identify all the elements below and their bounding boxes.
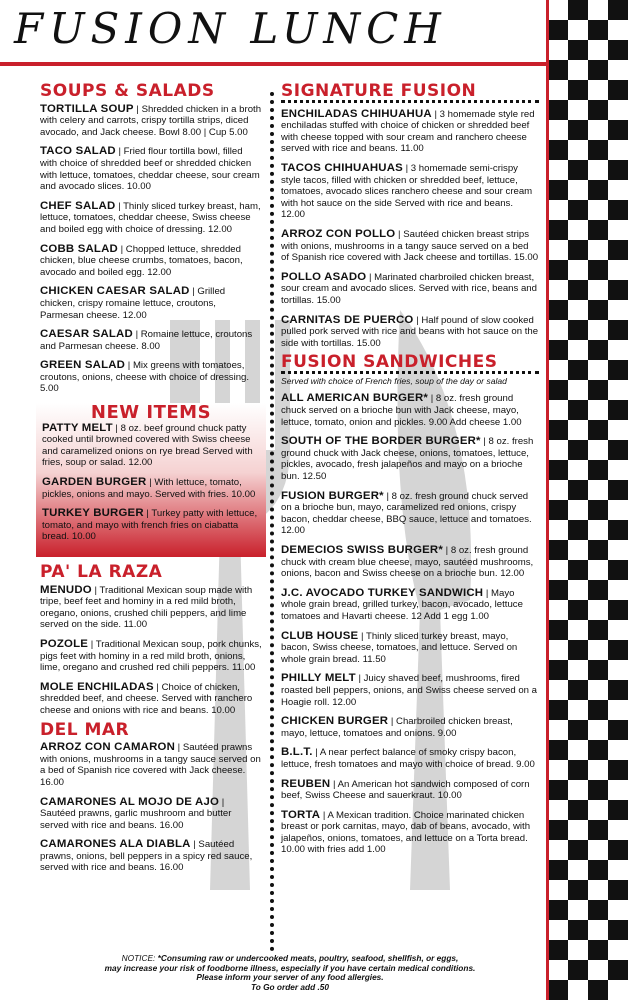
menu-item-description: 8 oz. fresh ground chuck served on a brioche bun, mayo, caramelized red onions, crispy bacon, cheddar cheese, BBQ sauce, lettuce and tomatoes. 12.00 — [281, 490, 532, 537]
section-heading-signature-fusion: SIGNATURE FUSION — [281, 86, 539, 103]
menu-item — [281, 272, 539, 307]
left-column — [40, 81, 262, 882]
separator: | — [383, 490, 392, 502]
section-heading-new-items: NEW ITEMS — [90, 402, 212, 424]
separator: | — [395, 228, 404, 240]
menu-item — [40, 839, 262, 874]
separator: | — [115, 146, 124, 158]
menu-item-name: DEMECIOS SWISS BURGER* — [281, 544, 443, 556]
separator: | — [175, 742, 183, 754]
separator: | — [91, 584, 100, 596]
separator: | — [112, 422, 121, 434]
menu-item-name: CLUB HOUSE — [281, 629, 359, 642]
separator: | — [413, 314, 422, 326]
menu-item-name: CAMARONES ALA DIABLA — [40, 838, 191, 851]
separator: | — [189, 286, 198, 298]
menu-item-description: Mix greens with tomatoes, croutons, onions, cheese with choice of dressing. 5.00 — [40, 360, 250, 395]
pa-la-raza-list — [40, 585, 262, 717]
menu-item — [281, 779, 539, 802]
menu-item — [40, 286, 262, 321]
separator: | — [358, 630, 366, 642]
separator: | — [190, 839, 199, 851]
del-mar-list — [40, 742, 262, 874]
menu-item-name: GREEN SALAD — [40, 359, 126, 372]
menu-item-name: REUBEN — [281, 777, 331, 790]
fusion-sandwiches-list — [281, 393, 539, 856]
menu-item — [281, 588, 539, 623]
menu-item — [40, 146, 262, 192]
menu-item-name: ALL AMERICAN BURGER* — [281, 392, 429, 405]
separator: | — [320, 809, 328, 821]
menu-item-description: Choice of chicken, shredded beef, and cheese. Served with ranchero cheese and onions with rice and beans. 10.00 — [40, 681, 253, 716]
menu-item — [40, 104, 262, 139]
menu-item-description: An American hot sandwich composed of corn beef, Swiss Cheese and sauerkraut. 10.00 — [281, 778, 530, 802]
menu-item-name: COBB SALAD — [40, 242, 118, 255]
menu-item-description: A Mexican tradition. Choice marinated chicken breast or pork carnitas, mayo, dab of beans, avocado, with jalapeños, onions, tomatoes, and lettuce on a Torta bread. 10.00 with fries add 1.00 — [281, 809, 531, 856]
menu-item-name: CAMARONES AL MOJO DE AJO — [40, 795, 220, 808]
notice-label: NOTICE: — [121, 953, 156, 963]
menu-item-name: MENUDO — [40, 583, 92, 596]
menu-item-name: CHICKEN CAESAR SALAD — [40, 285, 190, 298]
menu-item-name: TORTA — [281, 808, 321, 821]
separator: | — [88, 638, 96, 650]
menu-item — [281, 716, 539, 739]
menu-item — [281, 315, 539, 350]
menu-item — [281, 673, 539, 708]
signature-fusion-list — [281, 109, 539, 350]
menu-item-description: Sautéed prawns with onions, mushrooms in a tangy sauce served on a bed of Spanish rice covered with Jack cheese. 16.00 — [40, 742, 261, 788]
red-border-line — [546, 0, 549, 1000]
separator: | — [219, 796, 225, 808]
menu-item-description: 3 homemade style red enchiladas stuffed with choice of chicken or shredded beef with cheese topped with sour cream and ranchero cheese served with rice and beans. 11.00 — [281, 108, 535, 155]
menu-item — [40, 639, 262, 674]
separator: | — [146, 477, 155, 489]
menu-item-description: 8 oz. fresh ground chuck with Jack cheese, onions, tomatoes, lettuce, pickles, avocado, fresh jalapeños and mayo on a brioche bun. 12.50 — [281, 436, 534, 483]
menu-item-description: 8 oz. beef ground chuck patty cooked until browned covered with Swiss cheese and caramelized onions on rye bread Served with fries, soup or salad. 12.00 — [42, 422, 253, 469]
menu-item-name: SOUTH OF THE BORDER BURGER* — [281, 435, 481, 448]
menu-item — [42, 423, 260, 469]
menu-item-name: TORTILLA SOUP — [40, 102, 134, 115]
separator: | — [402, 162, 411, 174]
menu-item — [281, 163, 539, 221]
menu-item-description: Shredded chicken in a broth with celery and carrots, crispy tortilla strips, diced avocado, and Jack cheese. Bowl 8.00 | Cup 5.00 — [40, 103, 262, 138]
menu-item-description: Marinated charbroiled chicken breast, sour cream and avocado slices. Served with rice, beans and tortillas. 15.00 — [281, 271, 537, 306]
menu-item-description: 3 homemade semi-crispy style tacos, filled with chicken or shredded beef, lettuce, tomatoes, avocado slices ranchero cheese and sour cream with hot sauce on the side Served with rice and beans. 12.00 — [281, 162, 533, 221]
menu-item-name: POZOLE — [40, 637, 89, 650]
sandwiches-note: Served with choice of French fries, soup of the day or salad — [281, 375, 507, 386]
column-divider — [270, 92, 274, 952]
separator: | — [115, 200, 124, 212]
menu-item-name: CHICKEN BURGER — [281, 715, 389, 728]
notice-line-3: Please inform your server of any food allergies. — [196, 972, 384, 983]
separator: | — [132, 329, 141, 341]
section-heading-pa-la-raza: PA' LA RAZA — [40, 562, 163, 582]
new-items-box — [36, 403, 266, 557]
separator: | — [355, 673, 364, 685]
separator: | — [133, 103, 142, 115]
menu-item-description: With lettuce, tomato, pickles, onions and mayo. Served with fries. 10.00 — [42, 477, 256, 500]
separator: | — [431, 108, 440, 120]
menu-item — [40, 742, 262, 788]
separator: | — [443, 545, 451, 556]
menu-item-description: Chopped lettuce, shredded chicken, blue cheese crumbs, tomatoes, bacon, avocado and boiled egg. 12.00 — [40, 243, 243, 278]
menu-item-description: Mayo whole grain bread, grilled turkey, bacon, avocado, lettuce tomatoes and Havarti cheese. 12 Add 1 egg 1.00 — [281, 587, 523, 622]
menu-item-name: J.C. AVOCADO TURKEY SANDWICH — [281, 586, 484, 599]
menu-item-description: Fried flour tortilla bowl, filled with choice of shredded beef or shredded chicken with lettuce, tomatoes, cheddar cheese, sour cream and avocado slices. 10.00 — [40, 146, 260, 193]
menu-item-description: Thinly sliced turkey breast, mayo, bacon, Swiss cheese, tomatoes, and lettuce. Served on whole grain bread. 11.50 — [281, 630, 518, 665]
menu-item-name: PATTY MELT — [42, 421, 113, 434]
menu-item — [40, 201, 262, 236]
menu-item — [42, 508, 260, 543]
separator: | — [153, 681, 162, 693]
notice-line-4: To Go order add .50 — [250, 981, 330, 992]
menu-item-description: Thinly sliced turkey breast, ham, lettuce, tomatoes, cheddar cheese, Swiss cheese and boiled egg with choice of dressing. 12.00 — [40, 200, 261, 235]
section-heading-del-mar: DEL MAR — [40, 719, 130, 740]
notice — [40, 954, 540, 992]
menu-item-description: Turkey patty with lettuce, tomato, and mayo with french fries on ciabatta bread. 10.00 — [42, 508, 258, 543]
menu-item — [281, 436, 539, 482]
menu-item — [281, 109, 539, 155]
menu-item-description: Sautéed prawns, garlic mushroom and butter served with rice and beans. 16.00 — [40, 808, 232, 831]
menu-item-description: Grilled chicken, crispy romaine lettuce, croutons, Parmesan cheese. 12.00 — [40, 286, 226, 321]
menu-item-name: GARDEN BURGER — [42, 476, 147, 489]
menu-item-name: TACO SALAD — [40, 145, 116, 158]
menu-item-name: ENCHILADAS CHIHUAHUA — [281, 107, 432, 120]
notice-line-2: may increase your risk of foodborne illness, especially if you have certain medical conditions. — [104, 962, 476, 973]
separator: | — [388, 716, 397, 728]
menu-item — [281, 393, 539, 428]
menu-item-name: ARROZ CON POLLO — [281, 227, 396, 240]
new-items-list — [42, 423, 260, 543]
menu-item — [281, 631, 539, 666]
separator: | — [480, 436, 489, 448]
menu-item-name: ARROZ CON CAMARON — [40, 741, 176, 754]
menu-item-description: Traditional Mexican soup, pork chunks, pigs feet with hominy in a red mild broth, onions, lime, oregano and crushed red chili peppers. 11.00 — [40, 638, 262, 674]
menu-title: FUSION LUNCH — [14, 4, 447, 53]
separator: | — [312, 747, 320, 759]
notice-line-1: *Consuming raw or undercooked meats, poultry, seafood, shellfish, or eggs, — [157, 953, 459, 963]
menu-item — [40, 682, 262, 717]
menu-item-name: CAESAR SALAD — [40, 328, 133, 341]
menu-item-name: TURKEY BURGER — [42, 507, 144, 520]
separator: | — [330, 778, 338, 790]
menu-item-name: FUSION BURGER* — [281, 489, 384, 502]
section-heading-soups-salads: SOUPS & SALADS — [40, 81, 215, 101]
menu-item-description: Sautéed chicken breast strips with onions, mushrooms in a tangy sauce served on a bed of Spanish rice covered with Jack cheese and tortillas. 15.00 — [281, 228, 539, 264]
right-column — [281, 81, 539, 864]
menu-item-description: Half pound of slow cooked pulled pork served with rice and beans with hot sauce on the side with tortillas. 15.00 — [281, 314, 539, 349]
menu-item-description: Juicy shaved beef, mushrooms, fired roasted bell peppers, onions, and Swiss cheese served on a Hoagie roll. 12.00 — [281, 673, 537, 708]
menu-item-name: TACOS CHIHUAHUAS — [281, 161, 403, 174]
menu-item — [40, 585, 262, 631]
checkerboard-border — [548, 0, 628, 1000]
separator: | — [117, 243, 126, 255]
menu-item — [42, 477, 260, 500]
menu-item — [40, 797, 262, 832]
separator: | — [125, 360, 133, 372]
soups-salads-list — [40, 104, 262, 395]
menu-item-description: Traditional Mexican soup made with tripe, beef feet and hominy in a red mild broth, oregano, onions, crushed chili peppers, and lime served on the side. 11.00 — [40, 584, 253, 631]
menu-item — [281, 229, 539, 264]
menu-item — [40, 360, 262, 395]
menu-item — [40, 244, 262, 279]
menu-item-name: POLLO ASADO — [281, 270, 367, 283]
separator: | — [483, 587, 492, 599]
menu-item-description: Romaine lettuce, croutons and Parmesan cheese. 8.00 — [40, 329, 253, 352]
menu-item-description: 8 oz. fresh ground chuck with cream blue cheese, mayo, sautéed mushrooms, onions, bacon and Swiss cheese on a brioche bun. 12.00 — [281, 545, 534, 580]
section-heading-fusion-sandwiches: FUSION SANDWICHES — [281, 357, 539, 374]
menu-item-name: PHILLY MELT — [281, 672, 356, 685]
title-underline — [0, 62, 548, 66]
menu-item — [281, 545, 539, 580]
menu-item-name: B.L.T. — [281, 746, 313, 759]
menu-item — [281, 810, 539, 856]
menu-item-name: CARNITAS DE PUERCO — [281, 313, 414, 326]
menu-item-description: Charbroiled chicken breast, mayo, lettuce, tomatoes and onions. 9.00 — [281, 716, 513, 739]
menu-item — [281, 491, 539, 537]
menu-item — [281, 747, 539, 770]
menu-item-name: CHEF SALAD — [40, 199, 116, 212]
separator: | — [428, 393, 436, 405]
menu-item-description: Sautéed prawns, onions, bell peppers in a spicy red sauce, served with rice and beans. 16.00 — [40, 839, 253, 874]
separator: | — [366, 271, 375, 283]
separator: | — [143, 508, 152, 520]
menu-item — [40, 329, 262, 352]
menu-item-name: MOLE ENCHILADAS — [40, 680, 154, 693]
menu-item-description: A near perfect balance of smoky crispy bacon, lettuce, fresh tomatoes and mayo with choice of bread. 9.00 — [281, 747, 535, 770]
menu-item-description: 8 oz. fresh ground chuck served on a brioche bun with Jack cheese, mayo, lettuce, tomato, onion and pickles. 9.00 Add cheese 1.00 — [281, 393, 522, 428]
